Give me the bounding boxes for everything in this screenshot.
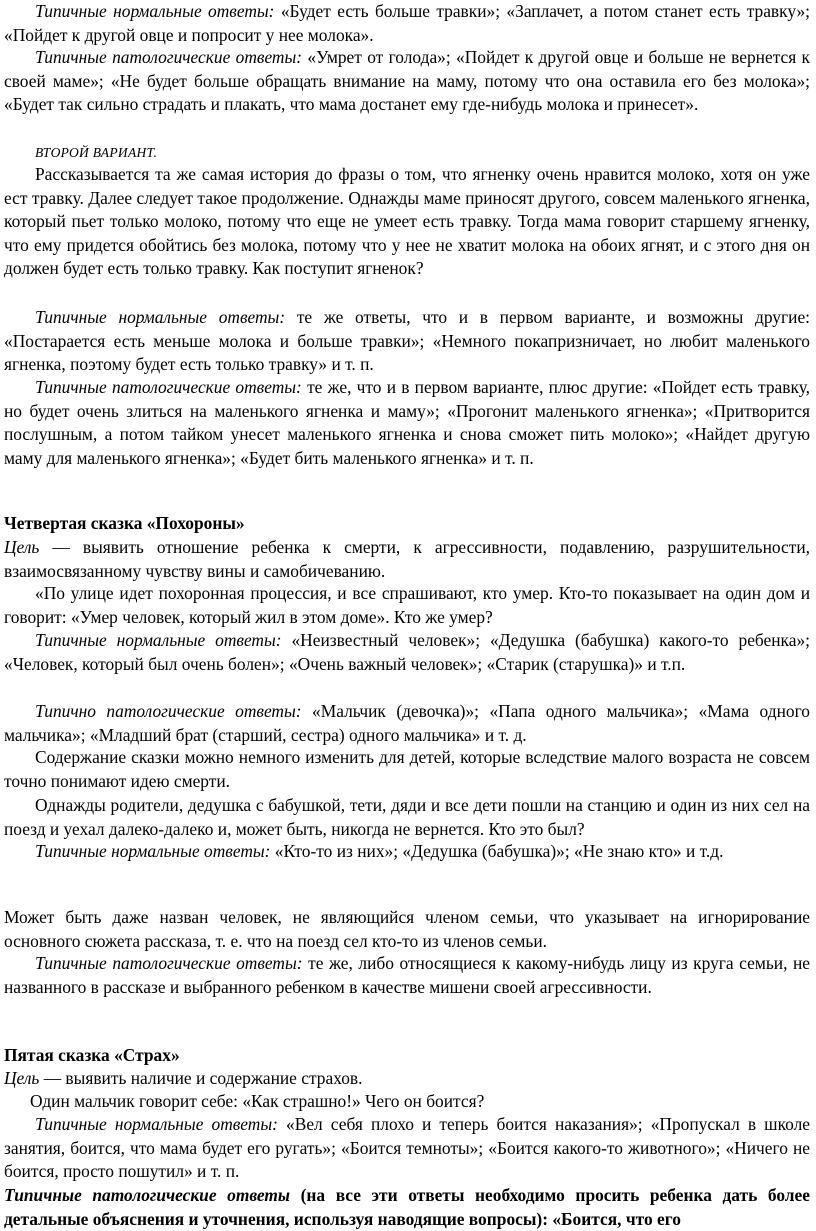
paragraph-story-variant-2: Рассказывается та же самая история до фразы о том, что ягненку очень нравится молоко, хотя он уже ест травку. Далее следует такое продолжение. Однажды маме приносят другого, совсем маленького ягненка, который пьет только молоко, потому что еще не умеет есть травку. Тогда мама говорит старшему ягненку, что ему придется обойтись без молока, потому что у нее не хватит молока на обоих ягнят, и с этого дня он должен будет есть только травку. Как поступит ягненок?	[4, 164, 810, 279]
paragraph-text: «Умрет от голода»; «Пойдет к другой овце и больше не вернется к своей маме»; «Не будет больше обращать внимание на маму, потому что она оставила его без молока»; «Будет так сильно страдать и плакать, что мама достанет ему где-нибудь молока и принесет».	[4, 47, 810, 115]
lead-label: Типичные патологические ответы	[4, 1185, 291, 1205]
lead-label: Типичные патологические ответы:	[35, 47, 303, 67]
paragraph-story-fear: Один мальчик говорит себе: «Как страшно!» Чего он боится?	[30, 1091, 485, 1111]
lead-label: Типичные нормальные ответы:	[35, 841, 271, 861]
paragraph-text: те же, либо относящиеся к какому-нибудь лицу из круга семьи, не названного в рассказе и выбранного ребенком в качестве мишени своей агрессивности.	[4, 953, 811, 997]
paragraph-text: «Мальчик (девочка)»; «Папа одного мальчика»; «Мама одного мальчика»; «Младший брат (старший, сестра) одного мальчика» и т. д.	[4, 701, 810, 745]
lead-label: Типичные патологические ответы:	[35, 377, 302, 397]
paragraph-normal-answers-4	[4, 840, 810, 864]
paragraph-pathological-answers-4	[4, 952, 810, 999]
paragraph-normal-answers-3	[4, 629, 810, 676]
lead-label: Типичные нормальные ответы:	[35, 1114, 278, 1134]
paragraph-pathological-answers-3	[4, 700, 810, 747]
paragraph-story-funeral: «По улице идет похоронная процессия, и все спрашивают, кто умер. Кто-то показывает на один дом и говорит: «Умер человек, который жил в этом доме». Кто же умер?	[4, 583, 810, 627]
paragraph-text: те же ответы, что и в первом варианте, и возможны другие: «Постарается есть меньше молока и больше травки»; «Немного покапризничает, но любит маленького ягненка, поэтому будет есть только травку» и т. п.	[4, 307, 810, 375]
paragraph-text: «Будет есть больше травки»; «Заплачет, а потом станет есть травку»; «Пойдет к другой овце и попросит у нее молока».	[4, 1, 810, 45]
paragraph-normal-answers-1	[4, 0, 810, 47]
section-heading-funeral: Четвертая сказка «Похороны»	[4, 513, 245, 533]
lead-label: Типичные нормальные ответы:	[35, 630, 282, 650]
paragraph-text: — выявить отношение ребенка к смерти, к агрессивности, подавлению, разрушительности, взаимосвязанному чувству вины и самобичеванию.	[4, 537, 810, 581]
paragraph-text: «Кто-то из них»; «Дедушка (бабушка)»; «Не знаю кто» и т.д.	[270, 841, 724, 861]
lead-label: Типичные патологические ответы:	[35, 953, 303, 973]
paragraph-normal-answers-2	[4, 306, 810, 377]
goal-label: Цель	[4, 537, 40, 557]
paragraph-text: — выявить наличие и содержание страхов.	[39, 1068, 363, 1088]
paragraph-goal-funeral	[4, 536, 810, 583]
paragraph-note-non-family: Может быть даже назван человек, не являющийся членом семьи, что указывает на игнорирование основного сюжета рассказа, т. е. что на поезд сел кто-то из членов семьи.	[4, 907, 810, 951]
paragraph-text: «Неизвестный человек»; «Дедушка (бабушка) какого-то ребенка»; «Человек, который был очень болен»; «Очень важный человек»; «Старик (старушка)» и т.п.	[4, 630, 810, 674]
paragraph-text: «Вел себя плохо и теперь боится наказания»; «Пропускал в школе занятия, боится, что мама будет его ругать»; «Боится темноты»; «Боится какого-то животного»; «Ничего не боится, просто пошутил» и т. п.	[4, 1114, 811, 1182]
paragraph-text: те же, что и в первом варианте, плюс другие: «Пойдет есть травку, но будет очень злиться на маленького ягненка и маму»; «Прогонит маленького ягненка»; «Притворится послушным, а потом тайком унесет маленького ягненка и снова сможет пить молоко»; «Найдет другую маму для маленького ягненка»; «Будет бить маленького ягненка» и т. п.	[4, 377, 810, 468]
paragraph-pathological-answers-1	[4, 46, 810, 117]
paragraph-story-train: Однажды родители, дедушка с бабушкой, тети, дяди и все дети пошли на станцию и один из них сел на поезд и уехал далеко-далеко и, может быть, никогда не вернется. Кто это был?	[4, 795, 810, 839]
paragraph-pathological-answers-2	[4, 376, 810, 470]
paragraph-normal-answers-5	[4, 1113, 810, 1184]
lead-label: Типично патологические ответы:	[35, 701, 302, 721]
paragraph-goal-fear	[4, 1067, 810, 1091]
paragraph-pathological-answers-5	[4, 1184, 810, 1231]
paragraph-note-small-children: Содержание сказки можно немного изменить для детей, которые вследствие малого возраста не совсем точно понимают идею смерти.	[4, 747, 810, 791]
variant-heading	[4, 140, 810, 165]
goal-label: Цель	[4, 1068, 40, 1088]
lead-label: Типичные нормальные ответы:	[35, 307, 286, 327]
section-heading-fear: Пятая сказка «Страх»	[4, 1045, 180, 1065]
variant-label: ВТОРОЙ ВАРИАНТ.	[35, 145, 158, 160]
lead-label: Типичные нормальные ответы:	[35, 1, 275, 21]
paragraph-text: (на все эти ответы необходимо просить ребенка дать более детальные объяснения и уточнения, используя наводящие вопросы): «Боится, что его	[4, 1185, 810, 1229]
